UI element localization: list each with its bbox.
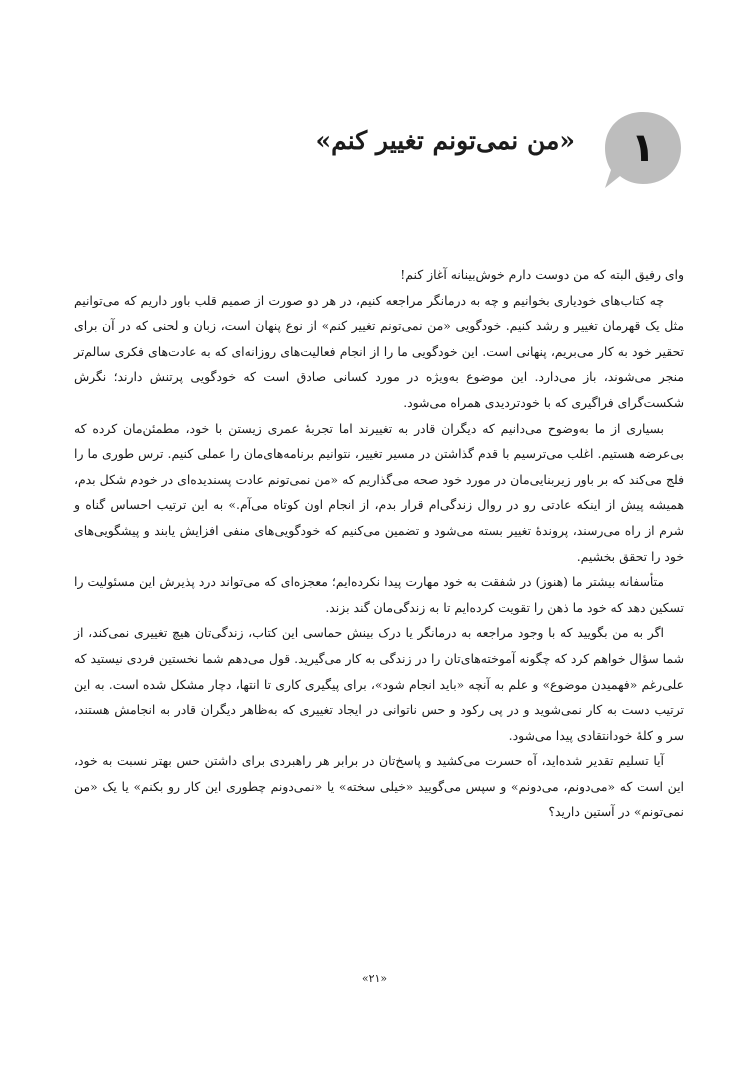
chapter-badge-bubble-icon — [601, 108, 685, 192]
paragraph-6: آیا تسلیم تقدیر شده‌اید، آه حسرت می‌کشید و پاسخ‌تان در برابر هر راهبردی برای داشتن حس بهتر نسبت به خود، این است که «می‌دونم، می‌دونم» و سپس می‌گویید «خیلی سخته» یا «نمی‌دونم چطوری این کار رو بکنم» یا یک «من نمی‌تونم» در آستین دارید؟ — [74, 753, 684, 820]
page-number: «۲۱» — [361, 972, 388, 985]
chapter-heading — [300, 108, 685, 218]
paragraph-1: وای رفیق البته که من دوست دارم خوش‌بینانه آغاز کنم! — [400, 267, 684, 282]
paragraph-3: بسیاری از ما به‌وضوح می‌دانیم که دیگران قادر به تغییرند اما تجربهٔ عمری زیستن با خود، مطمئن‌مان کرده که بی‌عرضه هستیم. اغلب می‌ترسیم با قدم گذاشتن در مسیر تغییر، نتوانیم برنامه‌های‌مان را عملی کنیم. ترس طوری ما را فلج می‌کند که بر باور زیربنایی‌مان در مورد خود صحه می‌گذاریم که «من نمی‌تونم عادت پسندیده‌ای در خودم شکل بدم، همیشه پیش از اینکه عادتی رو در روال زندگی‌ام قرار بدم، از انجام اون کوتاه می‌آم.» به این ترتیب احساس گناه و شرم از راه می‌رسند، پروندهٔ تغییر بسته می‌شود و تضمین می‌کنیم که خودگویی‌های منفی افزایش یابند و پیشگویی‌های خود را تحقق بخشیم. — [74, 420, 684, 564]
paragraph-2: چه کتاب‌های خودیاری بخوانیم و چه به درمانگر مراجعه کنیم، در هر دو صورت از صمیم قلب باور داریم که می‌توانیم مثل یک قهرمان تغییر و رشد کنیم. خودگویی «من نمی‌تونم تغییر کنم» از نوع پنهان است، زبان و لحنی که در آن برای تحقیر خود به کار می‌بریم، پنهانی است. این خودگویی ما را از انجام فعالیت‌های روزانه‌ای که به عادت‌های فکری سالم‌تر منجر می‌شوند، باز می‌دارد. این موضوع به‌ویژه در مورد کسانی صادق است که خودگویی پرتنش دارند؛ نگرش شکست‌گرای فراگیری که با خودتردیدی همراه می‌شود. — [74, 292, 684, 410]
chapter-number: ۱ — [630, 125, 656, 171]
paragraph-4: متأسفانه بیشتر ما (هنوز) در شفقت به خود مهارت پیدا نکرده‌ایم؛ معجزه‌ای که می‌تواند درد پذیرش این مسئولیت را تسکین دهد که خود ما ذهن را تقویت کرده‌ایم تا به زندگی‌مان گند بزند. — [74, 574, 684, 615]
body-text — [74, 262, 684, 825]
paragraph-5: اگر به من بگویید که با وجود مراجعه به درمانگر یا درک بینش حماسی این کتاب، زندگی‌تان هیچ تغییری نمی‌کند، از شما سؤال خواهم کرد که چگونه آموخته‌های‌تان را در زندگی به کار می‌گیرید. قول می‌دهم شما نخستین فردی نیستید که علی‌رغم «فهمیدن موضوع» و علم به آنچه «باید انجام شود»، برای پیگیری کاری تا انتها، دچار مشکل شده است. به این ترتیب دست به کار نمی‌شوید و در پی رکود و حس ناتوانی در ایجاد تغییری که به‌ظاهر دیگران قادر به انجامش هستند، سر و کلهٔ خودانتقادی پیدا می‌شود. — [74, 625, 684, 743]
chapter-title: «من نمی‌تونم تغییر کنم» — [315, 126, 575, 155]
